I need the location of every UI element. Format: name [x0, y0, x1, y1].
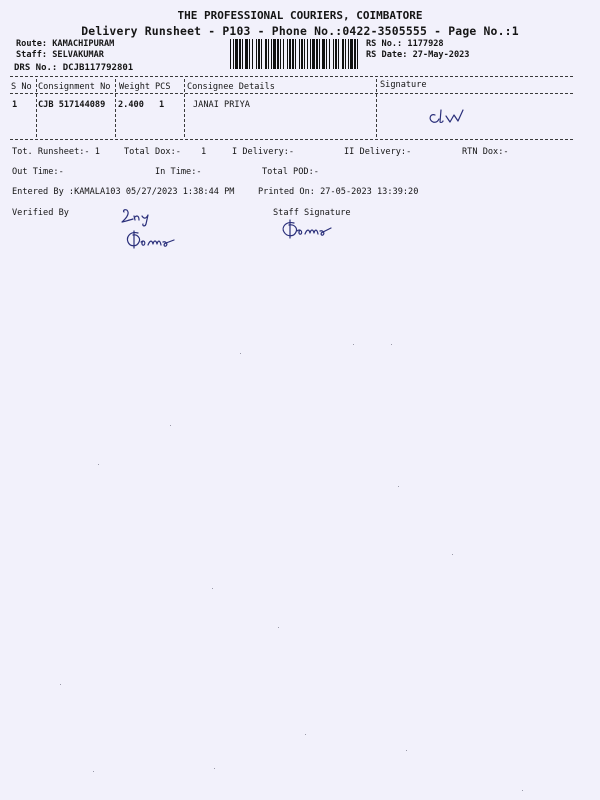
verifier-signature [122, 228, 180, 252]
table-bottom-rule [10, 139, 573, 140]
drs-number: DRS No.: DCJB117792801 [14, 63, 134, 73]
return-dox: RTN Dox:- [462, 147, 509, 157]
receiver-signature [425, 106, 470, 128]
first-delivery: I Delivery:- [232, 147, 295, 157]
total-dox-label: Total Dox:- [124, 147, 181, 157]
staff-signature-label: Staff Signature [273, 208, 351, 218]
verifier-initials-signature [118, 206, 160, 228]
column-divider [184, 79, 185, 137]
header-sno: S No [11, 82, 32, 92]
header-signature: Signature [380, 80, 427, 90]
company-name: THE PROFESSIONAL COURIERS, COIMBATORE [177, 9, 423, 22]
out-time: Out Time:- [12, 167, 64, 177]
cell-sno: 1 [12, 100, 18, 110]
total-runsheet: Tot. Runsheet:- 1 [12, 147, 100, 157]
table-header-rule [10, 93, 573, 94]
cell-pcs: 1 [159, 100, 165, 110]
runsheet-title: Delivery Runsheet - P103 - Phone No.:0422-3505555 - Page No.:1 [81, 24, 519, 38]
in-time: In Time:- [155, 167, 202, 177]
staff-signature [278, 216, 336, 242]
header-consignee-details: Consignee Details [187, 82, 275, 92]
printed-on: Printed On: 27-05-2023 13:39:20 [258, 187, 419, 197]
header-consignment-no: Consignment No [38, 82, 111, 92]
column-divider [376, 79, 377, 137]
verified-by-label: Verified By [12, 208, 69, 218]
column-divider [36, 79, 37, 137]
total-dox-value: 1 [201, 147, 207, 157]
total-pod: Total POD:- [262, 167, 319, 177]
cell-weight: 2.400 [118, 100, 144, 110]
staff-label: Staff: SELVAKUMAR [16, 50, 104, 60]
rs-number: RS No.: 1177928 [366, 39, 444, 49]
cell-consignee: JANAI PRIYA [193, 100, 250, 110]
cell-consignment-no: CJB 517144089 [38, 100, 106, 110]
route-label: Route: KAMACHIPURAM [16, 39, 115, 49]
header-weight: Weight [119, 82, 151, 92]
table-top-rule [10, 76, 573, 77]
column-divider [115, 79, 116, 137]
entered-by: Entered By :KAMALA103 05/27/2023 1:38:44 PM [12, 187, 235, 197]
header-pcs: PCS [155, 82, 171, 92]
barcode-image [230, 39, 360, 69]
second-delivery: II Delivery:- [344, 147, 412, 157]
rs-date: RS Date: 27-May-2023 [366, 50, 470, 60]
